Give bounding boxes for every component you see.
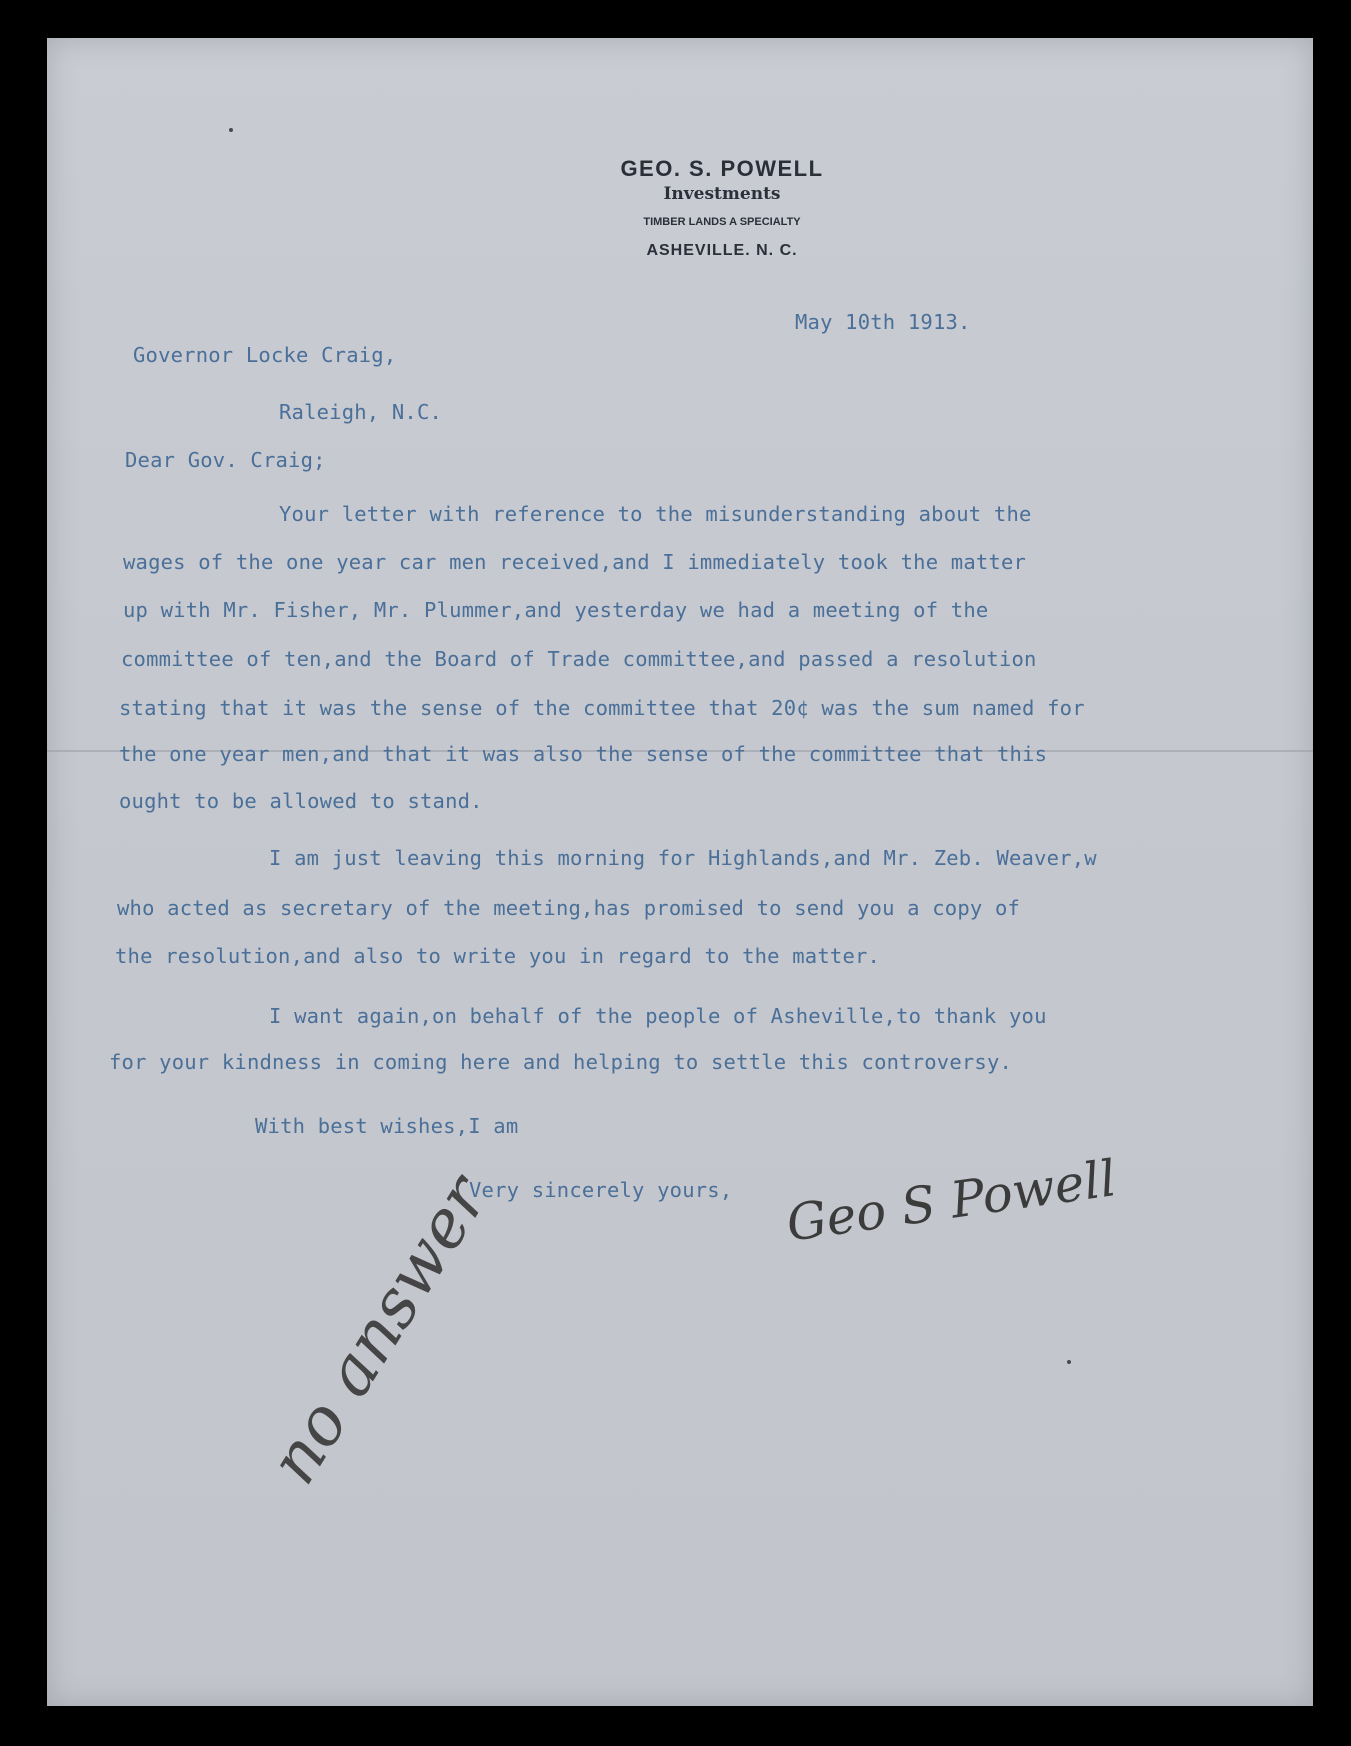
body-line: ought to be allowed to stand. [119, 789, 483, 813]
letterhead-city: ASHEVILLE. N. C. [646, 242, 798, 259]
body-line: for your kindness in coming here and helping to settle this controversy. [109, 1050, 1013, 1074]
letterhead-name: GEO. S. POWELL [620, 156, 824, 181]
letter-sheet [47, 38, 1313, 1706]
ink-spot [229, 128, 233, 132]
body-line: Your letter with reference to the misunderstanding about the [279, 502, 1032, 526]
body-line: the one year men,and that it was also the sense of the committee that this [119, 742, 1048, 766]
body-line: I want again,on behalf of the people of Asheville,to thank you [269, 1004, 1047, 1028]
body-line: wages of the one year car men received,and I immediately took the matter [123, 550, 1027, 574]
letter-date: May 10th 1913. [795, 310, 971, 334]
salutation: Dear Gov. Craig; [125, 448, 326, 472]
body-line: With best wishes,I am [255, 1114, 519, 1138]
body-line: who acted as secretary of the meeting,has promised to send you a copy of [117, 896, 1021, 920]
recipient-address: Raleigh, N.C. [279, 400, 443, 424]
recipient-name: Governor Locke Craig, [133, 343, 397, 367]
letterhead-tagline: TIMBER LANDS A SPECIALTY [643, 216, 801, 228]
body-line: I am just leaving this morning for Highlands,and Mr. Zeb. Weaver,w [269, 846, 1097, 870]
body-line: committee of ten,and the Board of Trade committee,and passed a resolution [121, 647, 1037, 671]
letterhead-subtitle: Investments [663, 184, 781, 204]
ink-spot [1067, 1360, 1071, 1364]
body-line: up with Mr. Fisher, Mr. Plummer,and yesterday we had a meeting of the [123, 598, 989, 622]
signature: Geo S Powell [782, 1149, 1120, 1253]
body-line: stating that it was the sense of the committee that 20¢ was the sum named for [119, 696, 1085, 720]
handwritten-annotation: no answer [254, 1162, 504, 1497]
body-line: the resolution,and also to write you in regard to the matter. [115, 944, 881, 968]
closing: Very sincerely yours, [469, 1178, 733, 1202]
